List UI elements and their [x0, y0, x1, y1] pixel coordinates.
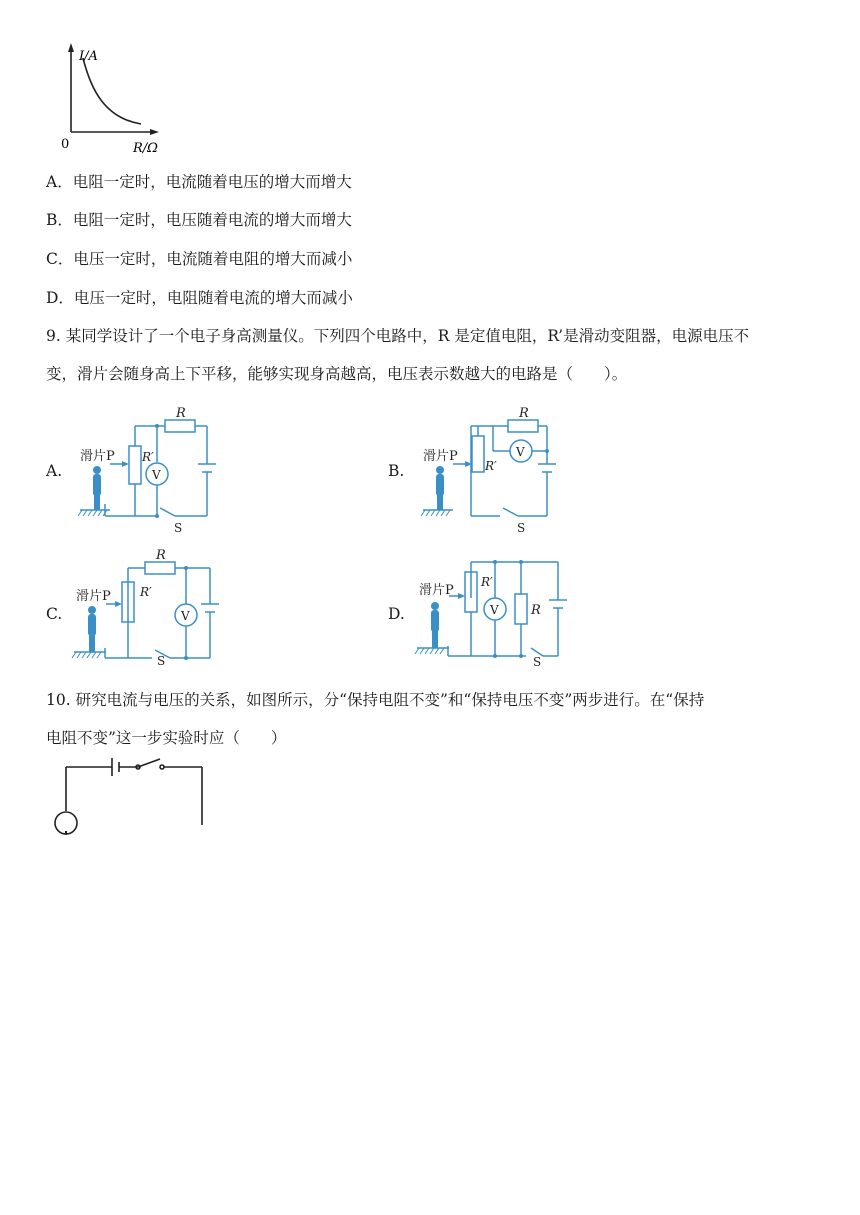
circuit-c-r-label: R	[156, 548, 166, 563]
circuit-b-slider-label: 滑片P	[423, 449, 458, 464]
q9-circuit-d	[413, 548, 583, 670]
q9-stem-line2: 变，滑片会随身高上下平移，能够实现身高越高，电压表示数越大的电路是（ ）。	[46, 365, 628, 383]
circuit-c-slider-label: 滑片P	[76, 589, 111, 604]
circuit-a-v-label: V	[152, 468, 161, 482]
circuit-d-s-label: S	[533, 655, 542, 669]
circuit-b-rp-label: R′	[485, 459, 497, 473]
graph-xlabel: R/Ω	[133, 141, 158, 156]
circuit-c-v-label: V	[181, 609, 190, 623]
circuit-a-slider-label: 滑片P	[80, 449, 115, 464]
q10-stem-line2: 电阻不变”这一步实验时应（ ）	[46, 729, 287, 747]
q8-option-c: C．电压一定时，电流随着电阻的增大而减小	[46, 250, 353, 268]
q8-option-a: A．电阻一定时，电流随着电压的增大而增大	[46, 173, 352, 191]
q8-option-d: D．电压一定时，电阻随着电流的增大而减小	[46, 289, 353, 307]
graph-origin: 0	[61, 137, 70, 152]
q9-label-b: B.	[388, 462, 405, 480]
circuit-d-v-label: V	[490, 603, 499, 617]
circuit-b-s-label: S	[517, 521, 526, 535]
q9-circuit-a	[70, 406, 230, 536]
circuit-a-rp-label: R′	[142, 450, 154, 464]
graph-ylabel: I/A	[79, 49, 98, 64]
q10-circuit	[50, 755, 230, 870]
circuit-b-r-label: R	[519, 406, 529, 421]
q10-stem-line1: 10. 研究电流与电压的关系，如图所示，分“保持电阻不变”和“保持电压不变”两步进行。在“保持	[46, 691, 705, 709]
circuit-c-s-label: S	[157, 654, 166, 668]
q9-stem-line1: 9. 某同学设计了一个电子身高测量仪。下列四个电路中，R 是定值电阻，R’是滑动变阻器，电源电压不	[46, 327, 750, 345]
i-r-graph	[55, 40, 175, 160]
q9-circuit-b	[413, 406, 573, 536]
circuit-d-slider-label: 滑片P	[419, 583, 454, 598]
circuit-a-r-label: R	[176, 406, 186, 421]
circuit-d-r-label: R	[531, 603, 541, 618]
q9-label-a: A.	[46, 462, 63, 480]
q8-option-b: B．电阻一定时，电压随着电流的增大而增大	[46, 211, 352, 229]
q9-label-c: C.	[46, 605, 63, 623]
circuit-c-rp-label: R′	[140, 585, 152, 599]
circuit-b-v-label: V	[516, 445, 525, 459]
q9-circuit-c	[70, 548, 230, 668]
circuit-d-rp-label: R′	[481, 575, 493, 589]
q9-label-d: D.	[388, 605, 405, 623]
circuit-a-s-label: S	[174, 521, 183, 535]
